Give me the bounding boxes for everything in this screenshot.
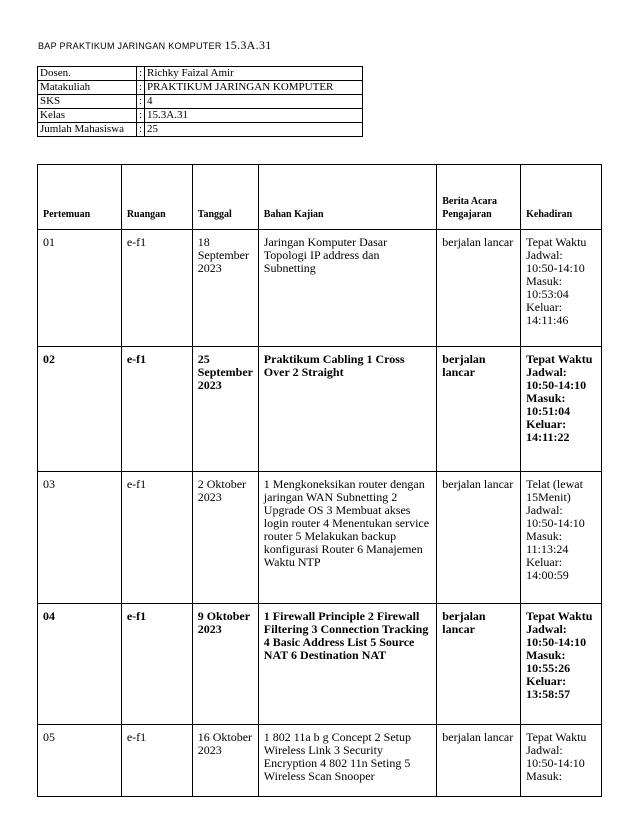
cell-berita-acara: berjalan lancar	[437, 347, 521, 472]
info-sep: :	[137, 123, 145, 137]
cell-ruangan: e-f1	[121, 230, 192, 347]
cell-berita-acara: berjalan lancar	[437, 725, 521, 797]
info-label: SKS	[38, 95, 137, 109]
cell-kehadiran: Tepat Waktu Jadwal: 10:50-14:10 Masuk: 10:55:26 Keluar: 13:58:57	[521, 604, 602, 725]
header-ruangan: Ruangan	[121, 165, 192, 230]
cell-kehadiran: Telat (lewat 15Menit) Jadwal: 10:50-14:10 Masuk: 11:13:24 Keluar: 14:00:59	[521, 472, 602, 604]
cell-ruangan: e-f1	[121, 472, 192, 604]
header-berita-acara: Berita Acara Pengajaran	[437, 165, 521, 230]
info-row-jumlah	[38, 123, 363, 137]
cell-bahan-kajian: 1 802 11a b g Concept 2 Setup Wireless Link 3 Security Encryption 4 802 11n Seting 5 Wireless Scan Snooper	[258, 725, 436, 797]
header-kehadiran: Kehadiran	[521, 165, 602, 230]
cell-bahan-kajian: Jaringan Komputer Dasar Topologi IP address dan Subnetting	[258, 230, 436, 347]
info-value: 4	[145, 95, 363, 109]
cell-kehadiran: Tepat Waktu Jadwal: 10:50-14:10 Masuk: 10:51:04 Keluar: 14:11:22	[521, 347, 602, 472]
header-tanggal: Tanggal	[192, 165, 258, 230]
table-header-row	[38, 165, 602, 230]
title-code: 15.3A.31	[224, 38, 272, 52]
info-value: PRAKTIKUM JARINGAN KOMPUTER	[145, 81, 363, 95]
info-label: Kelas	[38, 109, 137, 123]
title-prefix: BAP PRAKTIKUM JARINGAN KOMPUTER	[38, 41, 222, 51]
table-row	[38, 604, 602, 725]
cell-pertemuan: 04	[38, 604, 122, 725]
cell-tanggal: 9 Oktober 2023	[192, 604, 258, 725]
cell-bahan-kajian: 1 Firewall Principle 2 Firewall Filtering 3 Connection Tracking 4 Basic Address List 5 Source NAT 6 Destination NAT	[258, 604, 436, 725]
table-row	[38, 347, 602, 472]
cell-bahan-kajian: 1 Mengkoneksikan router dengan jaringan WAN Subnetting 2 Upgrade OS 3 Membuat akses login router 4 Menentukan service router 5 Melakukan backup konfigurasi Router 6 Manajemen Waktu NTP	[258, 472, 436, 604]
cell-tanggal: 25 September 2023	[192, 347, 258, 472]
header-pertemuan: Pertemuan	[38, 165, 122, 230]
info-table	[37, 66, 363, 137]
attendance-table	[37, 164, 602, 797]
info-sep: :	[137, 95, 145, 109]
header-bahan-kajian: Bahan Kajian	[258, 165, 436, 230]
cell-tanggal: 2 Oktober 2023	[192, 472, 258, 604]
info-sep: :	[137, 81, 145, 95]
info-label: Dosen.	[38, 67, 137, 81]
info-row-kelas	[38, 109, 363, 123]
info-row-dosen	[38, 67, 363, 81]
cell-pertemuan: 05	[38, 725, 122, 797]
cell-berita-acara: berjalan lancar	[437, 472, 521, 604]
info-label: Jumlah Mahasiswa	[38, 123, 137, 137]
cell-bahan-kajian: Praktikum Cabling 1 Cross Over 2 Straight	[258, 347, 436, 472]
table-row	[38, 725, 602, 797]
cell-pertemuan: 01	[38, 230, 122, 347]
cell-ruangan: e-f1	[121, 725, 192, 797]
info-value: 15.3A.31	[145, 109, 363, 123]
info-sep: :	[137, 67, 145, 81]
info-sep: :	[137, 109, 145, 123]
info-label: Matakuliah	[38, 81, 137, 95]
cell-tanggal: 18 September 2023	[192, 230, 258, 347]
info-row-matakuliah	[38, 81, 363, 95]
cell-ruangan: e-f1	[121, 604, 192, 725]
info-value: Richky Faizal Amir	[145, 67, 363, 81]
page-title	[38, 38, 272, 53]
info-value: 25	[145, 123, 363, 137]
cell-pertemuan: 03	[38, 472, 122, 604]
info-row-sks	[38, 95, 363, 109]
cell-kehadiran: Tepat Waktu Jadwal: 10:50-14:10 Masuk:	[521, 725, 602, 797]
table-row	[38, 230, 602, 347]
cell-tanggal: 16 Oktober 2023	[192, 725, 258, 797]
cell-pertemuan: 02	[38, 347, 122, 472]
cell-berita-acara: berjalan lancar	[437, 604, 521, 725]
cell-berita-acara: berjalan lancar	[437, 230, 521, 347]
cell-kehadiran: Tepat Waktu Jadwal: 10:50-14:10 Masuk: 10:53:04 Keluar: 14:11:46	[521, 230, 602, 347]
table-row	[38, 472, 602, 604]
cell-ruangan: e-f1	[121, 347, 192, 472]
